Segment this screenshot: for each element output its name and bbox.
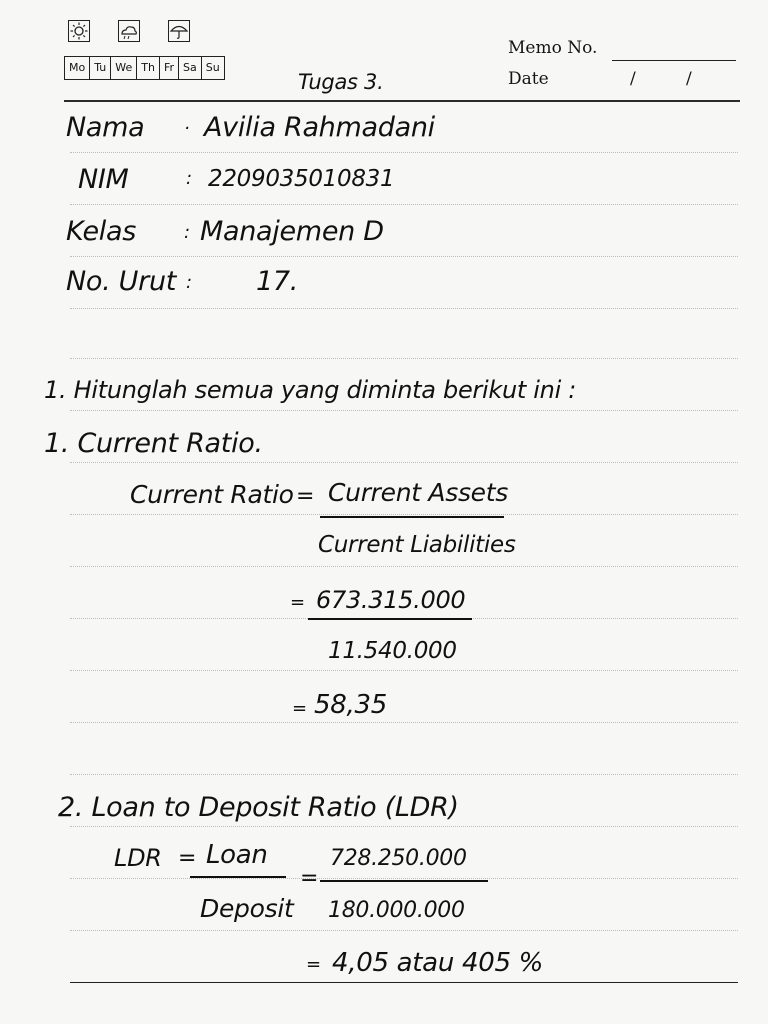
sun-icon bbox=[68, 20, 90, 42]
no-urut-label: No. Urut bbox=[66, 266, 177, 297]
umbrella-icon bbox=[168, 20, 190, 42]
q2-heading: 2. Loan to Deposit Ratio (LDR) bbox=[58, 792, 459, 823]
q1-equals-2: = bbox=[290, 592, 305, 613]
cloud-icon bbox=[118, 20, 140, 42]
day-sa: Sa bbox=[179, 57, 202, 79]
q2-equals-2: = bbox=[300, 866, 319, 891]
day-tu: Tu bbox=[90, 57, 111, 79]
day-mo: Mo bbox=[65, 57, 90, 79]
name-value: Avilia Rahmadani bbox=[204, 112, 435, 143]
q2-numerator: Loan bbox=[206, 840, 268, 870]
q1-heading: 1. Current Ratio. bbox=[44, 428, 263, 459]
ruled-line bbox=[70, 152, 738, 153]
q1-equals: = bbox=[296, 484, 315, 509]
q2-lhs: LDR bbox=[114, 844, 162, 872]
q1-den-value: 11.540.000 bbox=[328, 638, 457, 664]
q1-lhs: Current Ratio bbox=[130, 480, 294, 509]
day-th: Th bbox=[137, 57, 160, 79]
name-label: Nama bbox=[66, 112, 145, 143]
q2-result: 4,05 atau 405 % bbox=[332, 948, 544, 978]
ruled-line bbox=[70, 722, 738, 723]
ruled-line bbox=[70, 826, 738, 827]
ruled-line bbox=[70, 410, 738, 411]
colon: : bbox=[186, 168, 192, 189]
ruled-line-bottom bbox=[70, 982, 738, 983]
q2-den-value: 180.000.000 bbox=[328, 898, 465, 923]
memo-label: Memo No. bbox=[508, 38, 598, 58]
colon: : bbox=[186, 272, 192, 293]
ruled-line bbox=[70, 256, 738, 257]
q2-fraction-bar bbox=[190, 876, 286, 878]
assignment-title: Tugas 3. bbox=[298, 70, 384, 94]
q1-num-value: 673.315.000 bbox=[316, 586, 466, 614]
q2-num-value: 728.250.000 bbox=[330, 846, 467, 871]
ruled-line bbox=[70, 670, 738, 671]
q1-result: 58,35 bbox=[314, 690, 387, 720]
instruction-text: 1. Hitunglah semua yang diminta berikut ini : bbox=[44, 376, 577, 404]
date-separator: / bbox=[686, 69, 692, 89]
nim-value: 2209035010831 bbox=[208, 166, 395, 192]
nim-label: NIM bbox=[78, 164, 129, 195]
ruled-line bbox=[70, 514, 738, 515]
header-rule bbox=[64, 100, 740, 102]
ruled-line bbox=[70, 566, 738, 567]
colon: · bbox=[184, 118, 190, 139]
ruled-line bbox=[70, 930, 738, 931]
day-su: Su bbox=[205, 61, 220, 74]
day-fr: Fr bbox=[160, 57, 179, 79]
q1-numerator: Current Assets bbox=[328, 478, 508, 507]
day-we: We bbox=[111, 57, 137, 79]
no-urut-value: 17. bbox=[256, 266, 299, 297]
q1-value-bar bbox=[308, 618, 472, 620]
ruled-line bbox=[70, 462, 738, 463]
memo-underline bbox=[612, 60, 736, 61]
q2-equals: = bbox=[178, 846, 197, 871]
q2-denominator: Deposit bbox=[200, 894, 294, 923]
date-separator: / bbox=[630, 69, 636, 89]
kelas-value: Manajemen D bbox=[200, 216, 384, 247]
kelas-label: Kelas bbox=[66, 216, 136, 247]
q2-value-bar bbox=[320, 880, 488, 882]
ruled-line bbox=[70, 358, 738, 359]
colon: : bbox=[184, 222, 190, 243]
date-label: Date bbox=[508, 69, 549, 89]
weekday-selector bbox=[64, 56, 225, 80]
ruled-line bbox=[70, 204, 738, 205]
ruled-line bbox=[70, 308, 738, 309]
q2-equals-3: = bbox=[306, 954, 321, 975]
q1-fraction-bar bbox=[320, 516, 504, 518]
ruled-line bbox=[70, 878, 738, 879]
q1-equals-3: = bbox=[292, 698, 307, 719]
q1-denominator: Current Liabilities bbox=[318, 532, 516, 558]
ruled-line bbox=[70, 774, 738, 775]
